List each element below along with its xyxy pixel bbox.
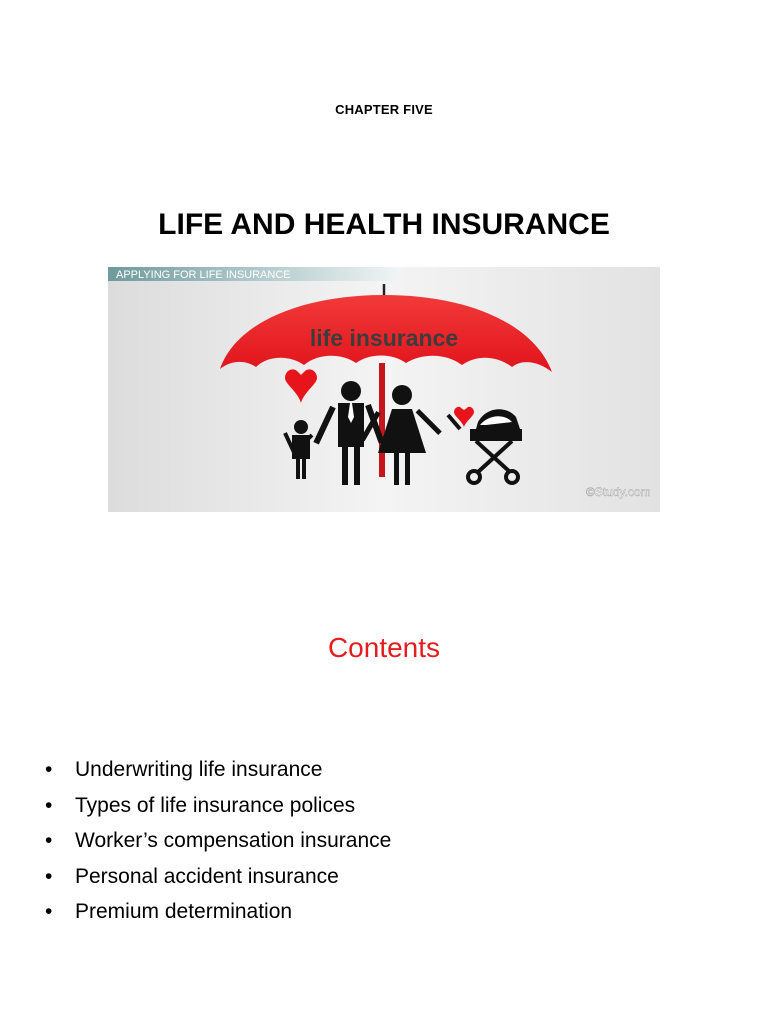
bullet-icon: • <box>45 793 53 817</box>
list-item <box>45 793 391 829</box>
contents-heading: Contents <box>327 632 441 663</box>
list-item-text: Premium determination <box>75 900 293 923</box>
list-item-text: Underwriting life insurance <box>75 758 323 781</box>
list-item <box>45 828 391 864</box>
list-item-text: Personal accident insurance <box>75 864 339 888</box>
bullet-icon: • <box>45 829 53 852</box>
bullet-icon: • <box>45 864 53 888</box>
contents-list <box>45 757 391 935</box>
life-insurance-illustration <box>108 267 660 512</box>
bullet-icon: • <box>45 758 53 781</box>
umbrella-label: life insurance <box>309 325 459 351</box>
umbrella-shaft <box>379 363 385 477</box>
chapter-label: CHAPTER FIVE <box>335 102 433 117</box>
list-item <box>45 757 391 793</box>
bullet-icon: • <box>45 900 53 923</box>
list-item-text: Worker’s compensation insurance <box>75 829 392 852</box>
list-item <box>45 864 391 900</box>
banner-text: APPLYING FOR LIFE INSURANCE <box>116 269 291 281</box>
image-watermark: ©Study.com <box>586 485 651 499</box>
list-item-text: Types of life insurance polices <box>75 793 356 817</box>
page-title: LIFE AND HEALTH INSURANCE <box>158 208 610 241</box>
list-item <box>45 899 391 935</box>
